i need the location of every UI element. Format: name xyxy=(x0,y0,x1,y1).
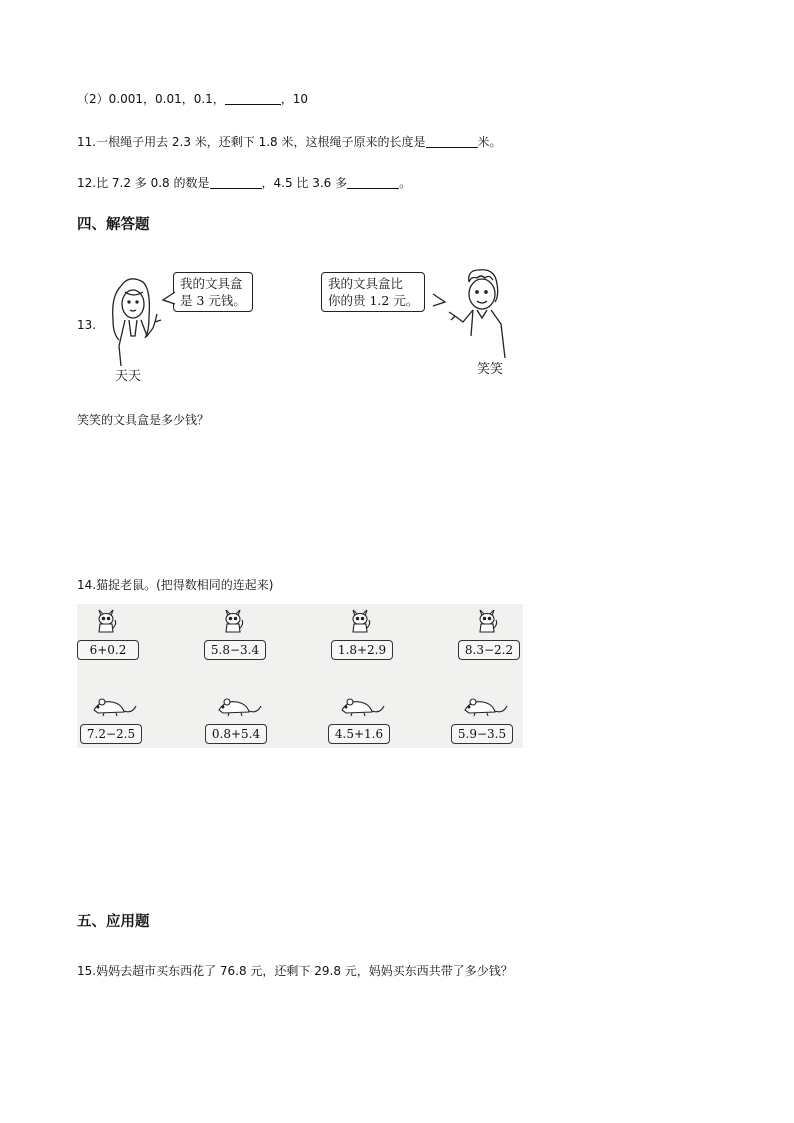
boy-speech-line: 我的文具盒比 xyxy=(328,276,404,291)
question-12 xyxy=(77,174,411,191)
mouse-expression: 0.8+5.4 xyxy=(205,724,267,744)
mouse-expression: 5.9−3.5 xyxy=(451,724,513,744)
question-10-part-2 xyxy=(77,90,308,107)
mouse-icon xyxy=(90,696,138,718)
answer-blank[interactable] xyxy=(347,176,399,189)
cat-expression: 8.3−2.2 xyxy=(458,640,520,660)
question-number: 13. xyxy=(77,318,97,332)
question-14-title: 14.猫捉老鼠。(把得数相同的连起来) xyxy=(77,578,274,592)
mouse-icon xyxy=(338,696,386,718)
question-13-prompt: 笑笑的文具盒是多少钱？ xyxy=(77,413,210,427)
sequence-end: ，10 xyxy=(280,92,309,106)
girl-name: 天天 xyxy=(115,369,142,384)
mouse-expression: 4.5+1.6 xyxy=(328,724,390,744)
mouse-card[interactable] xyxy=(328,688,390,748)
question-12-part-3: 。 xyxy=(399,176,412,190)
answer-blank[interactable] xyxy=(225,92,281,105)
cat-card[interactable] xyxy=(331,604,393,664)
cat-mouse-matching-board xyxy=(77,604,523,748)
question-11-text: 11.一根绳子用去 2.3 米，还剩下 1.8 米，这根绳子原来的长度是 xyxy=(77,135,426,149)
answer-blank[interactable] xyxy=(210,176,262,189)
mouse-icon xyxy=(461,696,509,718)
section-5-heading: 五、应用题 xyxy=(77,914,150,930)
cat-card[interactable] xyxy=(458,604,520,664)
cat-icon xyxy=(475,606,499,634)
cat-expression: 6+0.2 xyxy=(77,640,139,660)
cat-expression: 1.8+2.9 xyxy=(331,640,393,660)
boy-speech-line: 你的贵 1.2 元。 xyxy=(328,293,419,308)
cat-icon xyxy=(221,606,245,634)
cat-card[interactable] xyxy=(204,604,266,664)
unit-text: 米。 xyxy=(477,135,502,149)
mouse-card[interactable] xyxy=(451,688,513,748)
cat-card[interactable] xyxy=(77,604,139,664)
cat-expression: 5.8−3.4 xyxy=(204,640,266,660)
mouse-icon xyxy=(215,696,263,718)
bubble-tail-icon xyxy=(161,290,177,306)
question-12-part-1: 12.比 7.2 多 0.8 的数是 xyxy=(77,176,210,190)
mouse-expression: 7.2−2.5 xyxy=(80,724,142,744)
question-15: 15.妈妈去超市买东西花了 76.8 元，还剩下 29.8 元，妈妈买东西共带了多少钱？ xyxy=(77,964,513,978)
question-11 xyxy=(77,133,502,150)
cat-icon xyxy=(348,606,372,634)
section-4-heading: 四、解答题 xyxy=(77,217,150,233)
cat-icon xyxy=(94,606,118,634)
girl-speech-line: 是 3 元钱。 xyxy=(180,293,246,308)
answer-blank[interactable] xyxy=(426,135,478,148)
boy-speech-bubble xyxy=(321,272,425,312)
boy-name: 笑笑 xyxy=(477,362,504,377)
mouse-card[interactable] xyxy=(205,688,267,748)
girl-speech-line: 我的文具盒 xyxy=(180,276,243,291)
sequence-text: （2）0.001，0.01，0.1， xyxy=(77,92,225,106)
boy-figure-icon xyxy=(439,266,519,358)
question-12-part-2: ，4.5 比 3.6 多 xyxy=(261,176,348,190)
mouse-card[interactable] xyxy=(80,688,142,748)
girl-speech-bubble xyxy=(173,272,253,312)
question-13-illustration xyxy=(77,262,517,384)
